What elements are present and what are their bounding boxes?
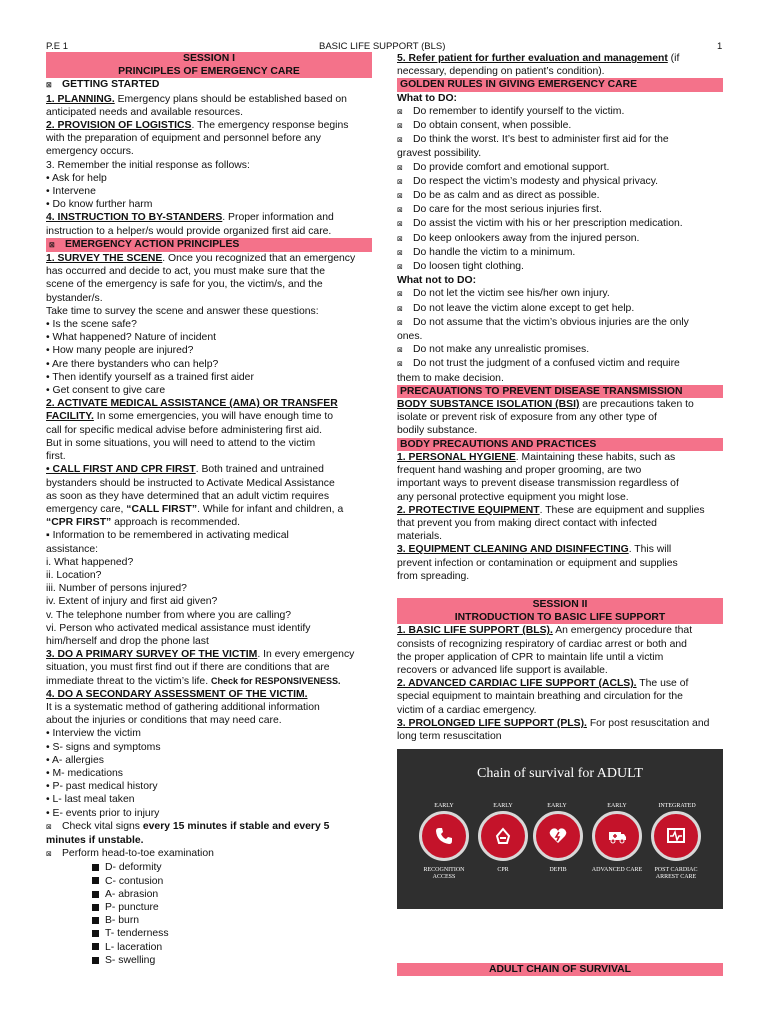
checkbox-icon: ⊠ bbox=[49, 240, 55, 249]
chain-top-label: INTEGRATED bbox=[658, 803, 696, 810]
dcap-item: P- puncture bbox=[46, 901, 372, 914]
chain-top-label: EARLY bbox=[547, 803, 567, 810]
square-bullet-icon bbox=[92, 891, 99, 898]
info-item: i. What happened? bbox=[46, 556, 134, 568]
secondary-heading: 4. DO A SECONDARY ASSESSMENT OF THE VICTIM. bbox=[46, 688, 308, 700]
do-item: ⊠ Do provide comfort and emotional support. bbox=[397, 161, 723, 175]
info-line-2: assistance: bbox=[46, 543, 98, 555]
hygiene-line-2: frequent hand washing and proper grooming, are two bbox=[397, 465, 642, 477]
chain-of-survival-image bbox=[397, 749, 723, 909]
session-2-title: SESSION II bbox=[397, 598, 723, 611]
golden-rules-heading: GOLDEN RULES IN GIVING EMERGENCY CARE bbox=[397, 78, 723, 91]
what-not-to-do-heading: What not to DO: bbox=[397, 275, 477, 287]
ama-line-4: first. bbox=[46, 451, 66, 463]
cleaning-line-3: from spreading. bbox=[397, 570, 470, 582]
bsi-line-3: bodily substance. bbox=[397, 425, 478, 437]
checkbox-icon: ⊠ bbox=[397, 136, 403, 145]
bls-line-2: consists of recognizing respiratory of cardiac arrest or both and bbox=[397, 638, 687, 650]
checkbox-icon: ⊠ bbox=[397, 248, 403, 257]
checkbox-icon: ⊠ bbox=[397, 304, 403, 313]
vital-signs-line-2: minutes if unstable. bbox=[46, 834, 144, 846]
eap-heading: ⊠ EMERGENCY ACTION PRINCIPLES bbox=[46, 238, 372, 252]
do-item: ⊠ Do obtain consent, when possible. bbox=[397, 119, 723, 133]
checkbox-icon: ⊠ bbox=[397, 122, 403, 131]
chain-bottom-label: DEFIB bbox=[549, 867, 567, 874]
body-precautions-heading: BODY PRECAUTIONS AND PRACTICES bbox=[397, 438, 723, 451]
sample-item: • P- past medical history bbox=[46, 781, 158, 793]
refer-line-2: necessary, depending on patient’s condition). bbox=[397, 66, 605, 78]
survey-line-3: scene of the emergency is safe for you, the victim/s, and the bbox=[46, 279, 323, 291]
phone-icon bbox=[419, 811, 469, 861]
bsi-paragraph: BODY SUBSTANCE ISOLATION (BSI) are precautions taken to bbox=[397, 399, 694, 411]
page-number: 1 bbox=[717, 41, 723, 52]
cleaning-line-2: prevent infection or contamination or equipment and supplies bbox=[397, 557, 678, 569]
ama-line-2: call for specific medical advise before administering first aid. bbox=[46, 424, 323, 436]
do-item: ⊠ Do remember to identify yourself to the victim. bbox=[397, 105, 723, 119]
dcap-item: L- laceration bbox=[46, 941, 372, 954]
checkbox-icon: ⊠ bbox=[46, 850, 52, 859]
info-line-1: ▪ Information to be remembered in activating medical bbox=[46, 530, 289, 542]
dont-item: ⊠ Do not let the victim see his/her own injury. bbox=[397, 287, 723, 301]
bls-paragraph: 1. BASIC LIFE SUPPORT (BLS). An emergency procedure that bbox=[397, 625, 693, 637]
ppe-paragraph: 2. PROTECTIVE EQUIPMENT. These are equipment and supplies bbox=[397, 504, 705, 516]
dont-item: ⊠ Do not assume that the victim’s obvious injuries are the only bbox=[397, 316, 723, 330]
logistics-line-3: emergency occurs. bbox=[46, 146, 134, 158]
session-1-subtitle: PRINCIPLES OF EMERGENCY CARE bbox=[46, 65, 372, 78]
head-to-toe-line: ⊠ Perform head-to-toe examination bbox=[46, 847, 372, 861]
dont-item: ⊠ Do not leave the victim alone except to get help. bbox=[397, 302, 723, 316]
pls-line-2: long term resuscitation bbox=[397, 730, 502, 742]
checkbox-icon: ⊠ bbox=[46, 81, 52, 90]
session-1-title: SESSION I bbox=[46, 52, 372, 65]
initial-response-item: • Intervene bbox=[46, 186, 96, 198]
ama-paragraph: FACILITY. In some emergencies, you will have enough time to bbox=[46, 411, 334, 423]
left-column bbox=[46, 52, 372, 967]
secondary-line-2: about the injuries or conditions that may need care. bbox=[46, 715, 282, 727]
secondary-line-1: It is a systematic method of gathering additional information bbox=[46, 701, 320, 713]
dcap-item: D- deformity bbox=[46, 861, 372, 874]
bystanders-line-2: instruction to a helper/s would provide organized first aid care. bbox=[46, 225, 332, 237]
dcap-item: B- burn bbox=[46, 914, 372, 927]
survey-question: • Then identify yourself as a trained first aider bbox=[46, 371, 254, 383]
chain-bottom-label: RECOGNITION ACCESS bbox=[423, 867, 465, 881]
acls-line-2: special equipment to maintain breathing and circulation for the bbox=[397, 691, 683, 703]
acls-line-3: victim of a cardiac emergency. bbox=[397, 704, 537, 716]
chain-top-label: EARLY bbox=[434, 803, 454, 810]
logistics-line-2: with the preparation of equipment and personnel before any bbox=[46, 133, 321, 145]
checkbox-icon: ⊠ bbox=[397, 220, 403, 229]
monitor-ecg-icon bbox=[651, 811, 701, 861]
cpr-hands-icon bbox=[478, 811, 528, 861]
ama-heading: 2. ACTIVATE MEDICAL ASSISTANCE (AMA) OR TRANSFER bbox=[46, 398, 338, 410]
dont-item-cont: them to make decision. bbox=[397, 372, 504, 384]
do-item: ⊠ Do care for the most serious injuries first. bbox=[397, 203, 723, 217]
survey-question: • Get consent to give care bbox=[46, 385, 166, 397]
chain-bottom-label: ADVANCED CARE bbox=[591, 867, 643, 874]
info-item: v. The telephone number from where you are calling? bbox=[46, 609, 292, 621]
logistics-paragraph: 2. PROVISION OF LOGISTICS. The emergency response begins bbox=[46, 120, 349, 132]
dont-item-cont: ones. bbox=[397, 331, 423, 343]
survey-line-2: has occurred and decide to act, you must make sure that the bbox=[46, 266, 325, 278]
vital-signs-line: ⊠ Check vital signs every 15 minutes if stable and every 5 bbox=[46, 820, 372, 834]
dont-item: ⊠ Do not make any unrealistic promises. bbox=[397, 343, 723, 357]
survey-question: • How many people are injured? bbox=[46, 345, 194, 357]
info-item: vi. Person who activated medical assistance must identify bbox=[46, 622, 311, 634]
ama-line-3: But in some situations, you will need to attend to the victim bbox=[46, 437, 316, 449]
cleaning-paragraph: 3. EQUIPMENT CLEANING AND DISINFECTING. This will bbox=[397, 544, 672, 556]
chain-bottom-label: CPR bbox=[497, 867, 509, 874]
planning-line-2: anticipated needs and available resources. bbox=[46, 106, 243, 118]
chain-title: Chain of survival for ADULT bbox=[477, 766, 643, 782]
survey-question: • What happened? Nature of incident bbox=[46, 332, 216, 344]
bsi-line-2: isolate or prevent risk of exposure from any other type of bbox=[397, 412, 657, 424]
square-bullet-icon bbox=[92, 904, 99, 911]
do-item: ⊠ Do think the worst. It’s best to administer first aid for the bbox=[397, 133, 723, 147]
checkbox-icon: ⊠ bbox=[397, 107, 403, 116]
dont-item: ⊠ Do not trust the judgment of a confused victim and require bbox=[397, 357, 723, 371]
hygiene-paragraph: 1. PERSONAL HYGIENE. Maintaining these habits, such as bbox=[397, 451, 676, 463]
checkbox-icon: ⊠ bbox=[397, 206, 403, 215]
do-item: ⊠ Do keep onlookers away from the injured person. bbox=[397, 232, 723, 246]
sample-item: • L- last meal taken bbox=[46, 794, 135, 806]
initial-response-item: • Ask for help bbox=[46, 172, 107, 184]
bls-line-4: recovers or advanced life support is available. bbox=[397, 664, 608, 676]
bystanders-paragraph: 4. INSTRUCTION TO BY-STANDERS. Proper information and bbox=[46, 212, 334, 224]
sample-item: • Interview the victim bbox=[46, 728, 141, 740]
refer-paragraph: 5. Refer patient for further evaluation and management (if bbox=[397, 53, 680, 64]
hygiene-line-4: any personal protective equipment you might lose. bbox=[397, 491, 629, 503]
primary-paragraph: 3. DO A PRIMARY SURVEY OF THE VICTIM. In every emergency bbox=[46, 649, 355, 661]
square-bullet-icon bbox=[92, 864, 99, 871]
do-item: ⊠ Do respect the victim’s modesty and physical privacy. bbox=[397, 175, 723, 189]
square-bullet-icon bbox=[92, 957, 99, 964]
survey-question: • Are there bystanders who can help? bbox=[46, 358, 219, 370]
checkbox-icon: ⊠ bbox=[397, 263, 403, 272]
ambulance-icon bbox=[592, 811, 642, 861]
do-item-cont: gravest possibility. bbox=[397, 148, 482, 160]
right-column bbox=[397, 52, 723, 976]
primary-line-2: situation, you must first find out if there are conditions that are bbox=[46, 662, 330, 674]
callfirst-line-4: emergency care, “CALL FIRST”. While for infant and children, a bbox=[46, 503, 344, 515]
info-item: iii. Number of persons injured? bbox=[46, 583, 187, 595]
survey-line-4: bystander/s. bbox=[46, 292, 103, 304]
dcap-item: A- abrasion bbox=[46, 888, 372, 901]
defibrillator-heart-icon bbox=[533, 811, 583, 861]
what-to-do-heading: What to DO: bbox=[397, 92, 458, 104]
chain-bottom-label: POST CARDIAC ARREST CARE bbox=[654, 867, 698, 881]
do-item: ⊠ Do handle the victim to a minimum. bbox=[397, 246, 723, 260]
ppe-line-3: materials. bbox=[397, 531, 443, 543]
callfirst-line-3: as soon as they have determined that an adult victim requires bbox=[46, 490, 330, 502]
bls-line-3: the proper application of CPR to maintain life until a victim bbox=[397, 651, 664, 663]
dcap-item: T- tenderness bbox=[46, 927, 372, 940]
dcap-item: S- swelling bbox=[46, 954, 372, 967]
pls-paragraph: 3. PROLONGED LIFE SUPPORT (PLS). For post resuscitation and bbox=[397, 717, 710, 729]
do-item: ⊠ Do be as calm and as direct as possible. bbox=[397, 189, 723, 203]
remember-line: 3. Remember the initial response as follows: bbox=[46, 159, 250, 171]
checkbox-icon: ⊠ bbox=[46, 822, 52, 831]
survey-take-time: Take time to survey the scene and answer these questions: bbox=[46, 305, 319, 317]
info-item: ii. Location? bbox=[46, 569, 102, 581]
session-2-subtitle: INTRODUCTION TO BASIC LIFE SUPPORT bbox=[397, 611, 723, 624]
primary-line-3: immediate threat to the victim’s life. Check for RESPONSIVENESS. bbox=[46, 675, 341, 687]
do-item: ⊠ Do assist the victim with his or her prescription medication. bbox=[397, 217, 723, 231]
checkbox-icon: ⊠ bbox=[397, 290, 403, 299]
acls-paragraph: 2. ADVANCED CARDIAC LIFE SUPPORT (ACLS). The use of bbox=[397, 678, 689, 690]
callfirst-line-2: bystanders should be instructed to Activate Medical Assistance bbox=[46, 477, 335, 489]
checkbox-icon: ⊠ bbox=[397, 360, 403, 369]
header-left: P.E 1 bbox=[46, 41, 69, 52]
dcap-item: C- contusion bbox=[46, 875, 372, 888]
square-bullet-icon bbox=[92, 917, 99, 924]
chain-top-label: EARLY bbox=[493, 803, 513, 810]
square-bullet-icon bbox=[92, 943, 99, 950]
page-header bbox=[46, 40, 726, 52]
info-item-cont: him/herself and drop the phone last bbox=[46, 635, 209, 647]
callfirst-paragraph: • CALL FIRST AND CPR FIRST. Both trained and untrained bbox=[46, 464, 324, 476]
planning-paragraph: 1. PLANNING. Emergency plans should be established based on bbox=[46, 93, 347, 105]
sample-item: • A- allergies bbox=[46, 754, 104, 766]
getting-started-heading: ⊠ GETTING STARTED bbox=[46, 78, 372, 92]
sample-item: • S- signs and symptoms bbox=[46, 741, 161, 753]
adult-chain-caption: ADULT CHAIN OF SURVIVAL bbox=[397, 963, 723, 976]
ppe-line-2: that prevent you from making direct contact with infected bbox=[397, 517, 657, 529]
callfirst-line-5: “CPR FIRST” approach is recommended. bbox=[46, 517, 241, 529]
do-item: ⊠ Do loosen tight clothing. bbox=[397, 260, 723, 274]
survey-paragraph: 1. SURVEY THE SCENE. Once you recognized that an emergency bbox=[46, 253, 356, 265]
checkbox-icon: ⊠ bbox=[397, 234, 403, 243]
checkbox-icon: ⊠ bbox=[397, 318, 403, 327]
hygiene-line-3: important ways to prevent disease transmission regardless of bbox=[397, 478, 679, 490]
square-bullet-icon bbox=[92, 877, 99, 884]
info-item: iv. Extent of injury and first aid given? bbox=[46, 596, 218, 608]
square-bullet-icon bbox=[92, 930, 99, 937]
checkbox-icon: ⊠ bbox=[397, 192, 403, 201]
survey-question: • Is the scene safe? bbox=[46, 319, 137, 331]
checkbox-icon: ⊠ bbox=[397, 163, 403, 172]
precautions-heading: PRECAUATIONS TO PREVENT DISEASE TRANSMISSION bbox=[397, 385, 723, 398]
header-center: BASIC LIFE SUPPORT (BLS) bbox=[319, 41, 446, 52]
checkbox-icon: ⊠ bbox=[397, 177, 403, 186]
checkbox-icon: ⊠ bbox=[397, 346, 403, 355]
initial-response-item: • Do know further harm bbox=[46, 199, 153, 211]
sample-item: • E- events prior to injury bbox=[46, 807, 160, 819]
chain-top-label: EARLY bbox=[607, 803, 627, 810]
sample-item: • M- medications bbox=[46, 767, 123, 779]
